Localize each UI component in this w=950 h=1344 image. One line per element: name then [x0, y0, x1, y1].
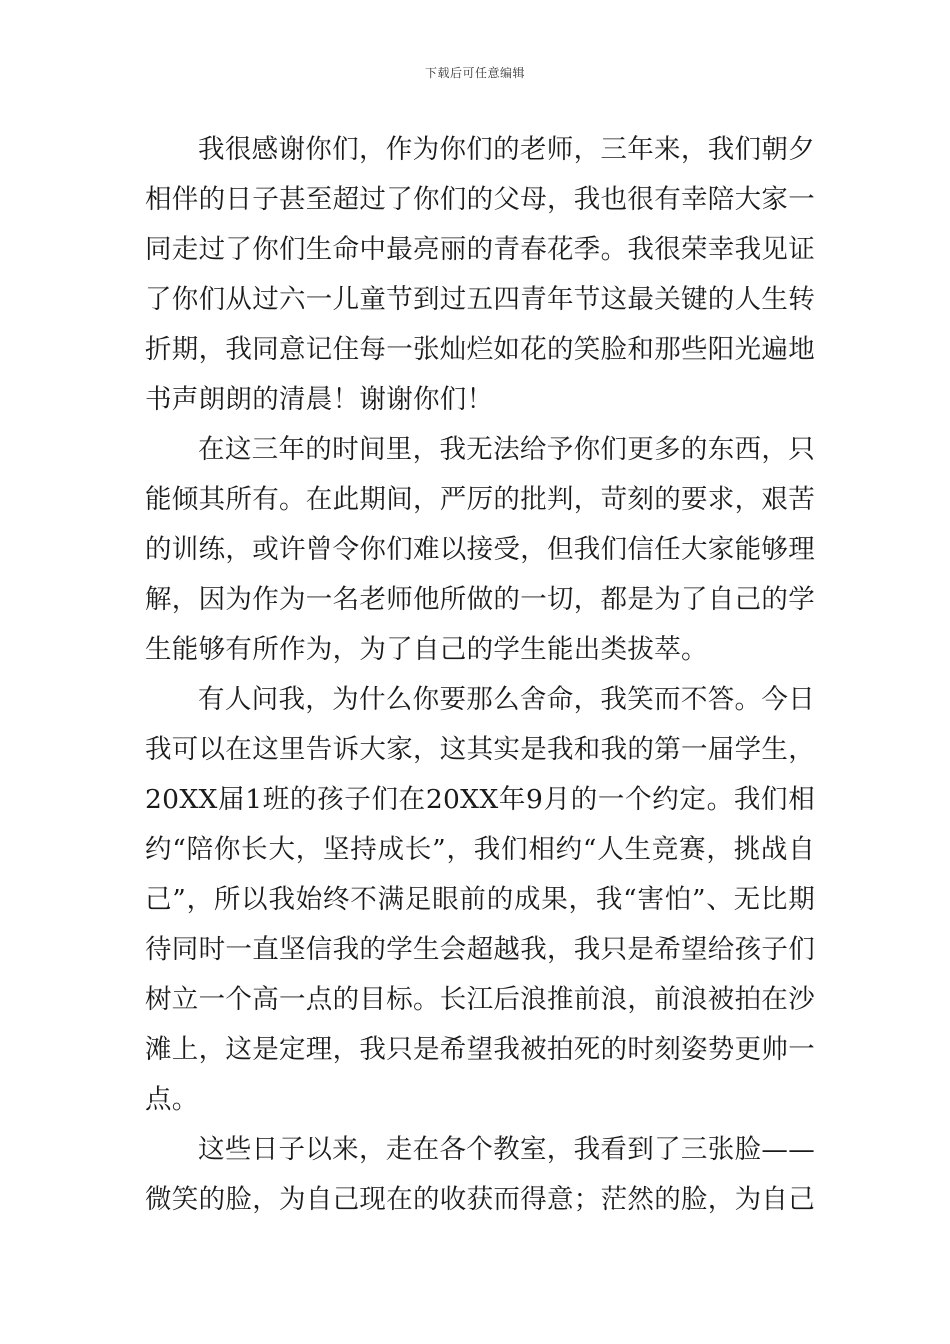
- paragraph-2: 在这三年的时间里，我无法给予你们更多的东西，只能倾其所有。在此期间，严厉的批判，苛刻的要求，艰苦的训练，或许曾令你们难以接受，但我们信任大家能够理解，因为作为一名老师他所做的一切，都是为了自己的学生能够有所作为，为了自己的学生能出类拔萃。: [145, 434, 815, 665]
- paragraph-3: 有人问我，为什么你要那么舍命，我笑而不答。今日我可以在这里告诉大家，这其实是我和我的第一届学生，20XX届1班的孩子们在20XX年9月的一个约定。我们相约“陪你长大，坚持成长”，我们相约“人生竞赛，挑战自己”，所以我始终不满足眼前的成果，我“害怕”、无比期待同时一直坚信我的学生会超越我，我只是希望给孩子们树立一个高一点的目标。长江后浪推前浪，前浪被拍在沙滩上，这是定理，我只是希望我被拍死的时刻姿势更帅一点。: [145, 684, 815, 1115]
- document-body: [145, 125, 815, 1225]
- paragraph-1: 我很感谢你们，作为你们的老师，三年来，我们朝夕相伴的日子甚至超过了你们的父母，我也很有幸陪大家一同走过了你们生命中最亮丽的青春花季。我很荣幸我见证了你们从过六一儿童节到过五四青年节这最关键的人生转折期，我同意记住每一张灿烂如花的笑脸和那些阳光遍地书声朗朗的清晨！谢谢你们！: [145, 134, 815, 415]
- paragraph-4: 这些日子以来，走在各个教室，我看到了三张脸——微笑的脸，为自己现在的收获而得意；茫然的脸，为自己: [145, 1134, 815, 1215]
- page-header-caption: 下载后可任意编辑: [424, 66, 525, 80]
